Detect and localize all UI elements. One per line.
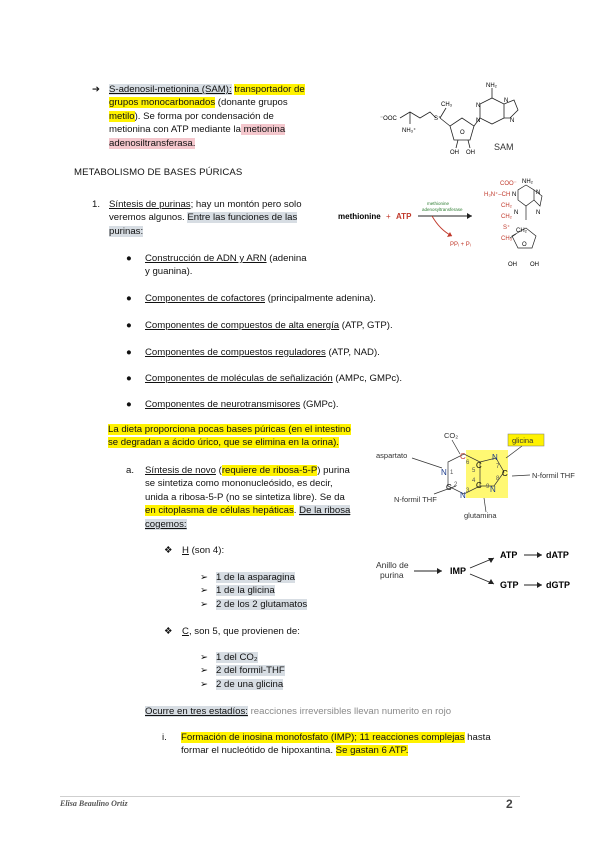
h-item: 1 de la glicina	[216, 585, 275, 597]
bullet-icon: ●	[126, 399, 132, 410]
reaction-atom: O	[522, 242, 527, 248]
reaction-atom: OH	[508, 262, 517, 268]
list-item	[200, 651, 360, 664]
footer-author: Elisa Beaulino Ortiz	[60, 799, 128, 808]
sam-atom: N	[476, 103, 481, 109]
stages-label: Ocurre en tres estadíos:	[145, 706, 248, 717]
stage-one-text: formar el nucleótido de hipoxantina.	[181, 745, 336, 757]
sam-paragraph	[92, 83, 324, 150]
sam-atom: NH₂	[486, 83, 497, 89]
arrow-bullet-icon: ➔	[92, 84, 101, 95]
sam-atom: OH	[466, 150, 475, 156]
origin-label: N-formil THF	[532, 471, 575, 480]
ring-number: 4	[472, 478, 476, 484]
stages-note: reacciones irreversibles llevan numerito en rojo	[247, 706, 452, 717]
origin-label: aspartato	[376, 451, 408, 460]
reaction-atom: COO⁻	[500, 181, 517, 187]
c-items	[200, 651, 360, 691]
h-items	[200, 571, 360, 611]
bullet-term: Componentes de compuestos de alta energía	[145, 320, 340, 331]
list-item	[126, 372, 426, 385]
origin-label: CO₂	[444, 431, 459, 440]
reaction-atom: CH₃	[501, 236, 513, 242]
bullet-icon: ●	[126, 253, 132, 264]
bullet-term: Componentes de moléculas de señalización	[145, 373, 333, 384]
bullet-icon: ●	[126, 320, 132, 331]
stages-line	[145, 705, 505, 718]
imp-anillo: purina	[380, 570, 404, 580]
stage-one-atp: Se gastan 6 ATP.	[335, 745, 409, 757]
bullet-text: (adenina	[266, 253, 307, 264]
reaction-enzyme: methionine	[427, 201, 450, 206]
imp-branch-figure	[370, 546, 570, 598]
page-number: 2	[506, 797, 513, 811]
ring-number: 1	[450, 470, 454, 476]
item-term: Síntesis de purinas	[109, 199, 191, 210]
sam-atom: S⁺	[434, 116, 442, 122]
reaction-atom: N	[514, 210, 519, 216]
ring-atom: C	[502, 469, 508, 478]
denovo-paragraph: a. Síntesis de novo (requiere de ribosa-5-P) purina se sintetiza como mononucleósido, es decir, unida a ribosa-5-P (no se sintetiza libre). Se da en citoplasma de células hepáticas. De la ribosa cogemos:	[126, 465, 351, 530]
arrowhead-bullet-icon: ➢	[200, 652, 209, 663]
imp-anillo: Anillo de	[376, 560, 409, 570]
sam-groups: grupos monocarbonados	[109, 97, 216, 109]
bullet-term: Componentes de cofactores	[145, 293, 265, 304]
reaction-plus: +	[386, 212, 391, 221]
h-text: (son 4):	[188, 545, 225, 556]
item-highlight: Entre las funciones de las	[187, 212, 298, 224]
sam-figure-label: SAM	[494, 142, 514, 152]
ring-number: 8	[496, 476, 500, 482]
denovo-text: se sintetiza como mononucleósido, es decir,	[145, 478, 333, 490]
reaction-atom: S⁺	[503, 225, 511, 231]
item-number: 1.	[92, 199, 101, 210]
c-item: 2 de una glicina	[216, 678, 284, 690]
bullet-text: (AMPc, GMPc).	[332, 373, 403, 384]
reaction-enzyme: adenosyltransferase	[422, 207, 463, 212]
ring-number: 9	[486, 484, 490, 490]
denovo-ribose: requiere de ribosa-5-P	[221, 465, 318, 476]
ring-atom: C	[446, 483, 452, 492]
ring-number: 5	[472, 468, 476, 474]
ring-atom: N	[441, 468, 447, 477]
sam-atom: CH₃	[441, 102, 453, 108]
h-item: 1 de la asparagina	[216, 572, 295, 583]
bullet-icon: ●	[126, 373, 132, 384]
list-item	[126, 398, 426, 411]
denovo-ribose-take: cogemos:	[145, 518, 187, 530]
purine-synthesis-item	[92, 198, 328, 238]
list-item	[200, 584, 360, 597]
stage-one-title: Formación de inosina monofosfato (IMP); 11 reacciones complejas	[181, 732, 465, 743]
ring-atom: C	[476, 481, 482, 490]
ring-atom: N	[460, 491, 466, 500]
diet-paragraph	[108, 423, 368, 450]
list-item	[200, 678, 360, 691]
imp-label: IMP	[450, 566, 467, 576]
ring-number: 7	[496, 464, 500, 470]
sam-text: (donante grupos	[215, 97, 288, 109]
item-highlight: purinas:	[109, 225, 144, 237]
bullet-term: Construcción de ADN y ARN	[145, 253, 267, 264]
sam-transporter: transportador de	[234, 84, 305, 95]
ring-number: 3	[466, 488, 470, 494]
c-text: , son 5, que provienen de:	[188, 626, 300, 637]
sam-structure-figure	[378, 78, 538, 160]
arrowhead-bullet-icon: ➢	[200, 585, 209, 597]
ring-atom: C	[476, 461, 482, 470]
list-item	[126, 252, 426, 279]
bullet-text: (GMPc).	[300, 399, 339, 410]
denovo-ribose-take: De la ribosa	[299, 505, 351, 517]
sam-metilo: metilo	[109, 110, 135, 122]
bullet-term: Componentes de compuestos reguladores	[145, 347, 326, 358]
imp-gtp: GTP	[500, 580, 519, 590]
c-item: 2 del formil-THF	[216, 665, 285, 677]
ring-number: 6	[466, 460, 470, 466]
h-sublist	[164, 544, 364, 557]
arrowhead-bullet-icon: ➢	[200, 665, 209, 677]
denovo-text: .	[293, 505, 300, 517]
stage-one-text: hasta	[464, 732, 491, 743]
sam-atom: ⁻OOC	[380, 116, 397, 122]
arrowhead-bullet-icon: ➢	[200, 598, 209, 610]
diet-line: La dieta proporciona pocas bases púricas (en el intestino	[108, 424, 351, 435]
diet-line: se degradan a ácido úrico, que se elimina en la orina).	[108, 437, 339, 449]
ring-atom: C	[460, 452, 466, 461]
list-item	[126, 319, 426, 332]
sam-term: S-adenosil-metionina (SAM):	[109, 84, 232, 95]
sam-atom: OH	[450, 150, 459, 156]
bullet-text: y guanina).	[145, 266, 193, 278]
item-roman: i.	[162, 732, 167, 743]
list-item	[126, 346, 426, 359]
arrowhead-bullet-icon: ➢	[200, 572, 209, 583]
section-heading: METABOLISMO DE BASES PÚRICAS	[74, 167, 243, 178]
c-sublist	[164, 625, 384, 638]
imp-atp: ATP	[500, 550, 518, 560]
sam-atom: O	[460, 130, 465, 136]
ring-number: 2	[454, 482, 458, 488]
ring-atom: N	[492, 453, 498, 462]
purine-ring-origin-figure	[372, 428, 590, 546]
footer-divider	[60, 796, 520, 797]
bullet-text: (ATP, GTP).	[339, 320, 393, 331]
h-item: 2 de los 2 glutamatos	[216, 598, 308, 610]
origin-label: N-formil THF	[394, 495, 437, 504]
bullet-icon: ●	[126, 293, 132, 304]
c-label: C	[182, 626, 189, 637]
imp-dgtp: dGTP	[546, 580, 570, 590]
sam-atom: N	[510, 118, 515, 124]
item-letter: a.	[126, 465, 135, 476]
list-item	[126, 292, 426, 305]
denovo-term: Síntesis de novo	[145, 465, 216, 476]
item-text: veremos algunos.	[109, 212, 188, 224]
sam-atom: N	[476, 118, 481, 124]
c-item: 1 del CO₂	[216, 652, 258, 663]
sam-text: metionina con ATP mediante la	[109, 124, 241, 136]
bullet-text: (principalmente adenina).	[265, 293, 376, 304]
h-label: H	[182, 545, 189, 556]
denovo-location: en citoplasma de células hepáticas	[145, 505, 294, 517]
reaction-atom: CH₂	[516, 228, 527, 234]
reaction-byproducts: PPᵢ + Pᵢ	[450, 242, 471, 248]
stage-one-item	[162, 731, 532, 758]
origin-label: glicina	[512, 436, 534, 445]
denovo-text: unida a ribosa-5-P (no se sintetiza libre). Se da	[145, 491, 345, 503]
list-item	[200, 664, 360, 677]
reaction-atom: CH₂	[501, 214, 512, 220]
sam-enzyme: adenosiltransferasa.	[109, 137, 196, 149]
sam-atom: NH₃⁺	[402, 128, 417, 134]
imp-datp: dATP	[546, 550, 569, 560]
sam-atom: N	[504, 98, 509, 104]
arrowhead-bullet-icon: ➢	[200, 678, 209, 690]
reaction-atom: NH₂	[522, 179, 533, 185]
reaction-methionine: methionine	[338, 212, 381, 221]
denovo-text: purina	[320, 465, 350, 476]
ring-atom: N	[490, 485, 496, 494]
reaction-atp: ATP	[396, 212, 412, 221]
reaction-atom: OH	[530, 262, 539, 268]
bullet-text: (ATP, NAD).	[325, 347, 380, 358]
origin-label: glutamina	[464, 511, 497, 520]
bullet-term: Componentes de neurotransmisores	[145, 399, 301, 410]
reaction-atom: CH₂	[501, 203, 512, 209]
reaction-atom: N	[536, 190, 541, 196]
bullet-icon: ●	[126, 347, 132, 358]
sam-text: ). Se forma por condensación de	[134, 110, 274, 122]
list-item	[200, 571, 360, 584]
reaction-atom: H₃N⁺–CH	[484, 192, 511, 198]
diamond-bullet-icon: ❖	[164, 545, 173, 556]
reaction-atom: N	[512, 192, 517, 198]
list-item	[200, 598, 360, 611]
diamond-bullet-icon: ❖	[164, 626, 173, 637]
sam-enzyme: metionina	[240, 124, 286, 136]
item-text: ; hay un montón pero solo	[190, 199, 302, 210]
reaction-atom: N	[536, 210, 541, 216]
